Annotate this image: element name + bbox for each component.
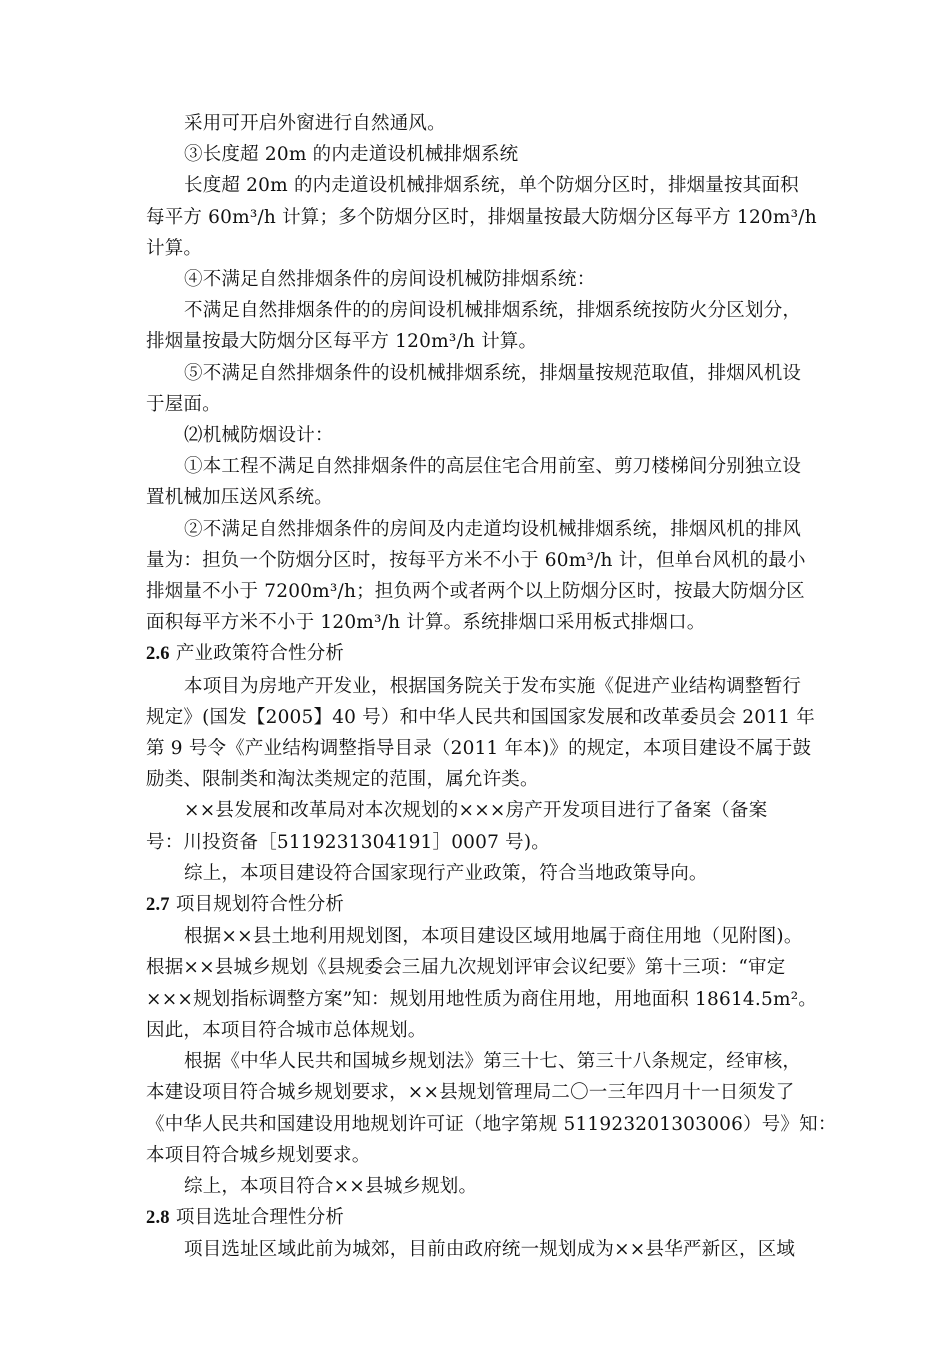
body-text-line: 《中华人民共和国建设用地规划许可证（地字第规 511923201303006）号》知： — [146, 1113, 837, 1135]
body-text-line: 号：川投资备［5119231304191］0007 号)。 — [146, 831, 550, 853]
body-text-line: ⑵机械防烟设计： — [184, 425, 334, 447]
body-text-line: 量为：担负一个防烟分区时，按每平方米不小于 60m³/h 计，但单台风机的最小 — [146, 549, 806, 571]
body-text-line: 根据××县城乡规划《县规委会三届九次规划评审会议纪要》第十三项：“审定 — [146, 957, 786, 979]
body-text-line: 根据××县土地利用规划图，本项目建设区域用地属于商住用地（见附图)。 — [184, 926, 803, 948]
body-text-line: 于屋面。 — [146, 393, 221, 415]
body-text-line: ××县发展和改革局对本次规划的×××房产开发项目进行了备案（备案 — [184, 800, 768, 822]
body-text-line: ②不满足自然排烟条件的房间及内走道均设机械排烟系统，排烟风机的排风 — [184, 518, 802, 540]
body-text-line: 项目选址区域此前为城郊，目前由政府统一规划成为××县华严新区，区域 — [184, 1239, 796, 1261]
body-text-line: 因此，本项目符合城市总体规划。 — [146, 1019, 427, 1041]
body-text-line: 排烟量按最大防烟分区每平方 120m³/h 计算。 — [146, 331, 538, 353]
body-text-line: 长度超 20m 的内走道设机械排烟系统，单个防烟分区时，排烟量按其面积 — [184, 175, 799, 197]
section-number: 2.6 — [146, 644, 170, 665]
body-text-line: 第 9 号令《产业结构调整指导目录（2011 年本)》的规定，本项目建设不属于鼓 — [146, 738, 812, 760]
body-text-line: 置机械加压送风系统。 — [146, 487, 334, 509]
section-number: 2.7 — [146, 895, 170, 916]
body-text-line: 根据《中华人民共和国城乡规划法》第三十七、第三十八条规定，经审核， — [184, 1051, 802, 1073]
body-text-line: ×××规划指标调整方案”知：规划用地性质为商住用地，用地面积 18614.5m²。 — [146, 988, 818, 1010]
body-text-line: ⑤不满足自然排烟条件的设机械排烟系统，排烟量按规范取值，排烟风机设 — [184, 362, 802, 384]
body-text-line: ③长度超 20m 的内走道设机械排烟系统 — [184, 144, 519, 166]
body-text-line: 综上，本项目建设符合国家现行产业政策，符合当地政策导向。 — [184, 862, 708, 884]
body-text-line: 面积每平方米不小于 120m³/h 计算。系统排烟口采用板式排烟口。 — [146, 612, 706, 634]
body-text-line: 不满足自然排烟条件的的房间设机械排烟系统，排烟系统按防火分区划分， — [184, 300, 802, 322]
body-text-line: 本项目为房地产开发业，根据国务院关于发布实施《促进产业结构调整暂行 — [184, 675, 802, 697]
section-heading — [146, 1202, 812, 1234]
body-text-line: 排烟量不小于 7200m³/h；担负两个或者两个以上防烟分区时，按最大防烟分区 — [146, 581, 805, 603]
body-text-line: 励类、限制类和淘汰类规定的范围，属允许类。 — [146, 769, 539, 791]
body-text-line: 本项目符合城乡规划要求。 — [146, 1144, 371, 1166]
section-title: 项目选址合理性分析 — [175, 1207, 345, 1229]
body-text-line: 规定》(国发【2005】40 号）和中华人民共和国国家发展和改革委员会 2011 年 — [146, 706, 815, 728]
section-heading — [146, 638, 812, 670]
section-title: 产业政策符合性分析 — [175, 643, 345, 665]
body-text-line: ④不满足自然排烟条件的房间设机械防排烟系统： — [184, 269, 596, 291]
body-text-line: ①本工程不满足自然排烟条件的高层住宅合用前室、剪刀楼梯间分别独立设 — [184, 456, 802, 478]
section-heading — [146, 889, 812, 921]
body-text-line: 本建设项目符合城乡规划要求，××县规划管理局二〇一三年四月十一日须发了 — [146, 1082, 795, 1104]
body-text-line: 计算。 — [146, 237, 203, 259]
body-text-line: 综上，本项目符合××县城乡规划。 — [184, 1175, 478, 1197]
section-title: 项目规划符合性分析 — [175, 894, 345, 916]
body-text-line: 采用可开启外窗进行自然通风。 — [184, 113, 446, 134]
section-number: 2.8 — [146, 1208, 170, 1229]
body-text-line: 每平方 60m³/h 计算；多个防烟分区时，排烟量按最大防烟分区每平方 120m³/h — [146, 206, 817, 228]
